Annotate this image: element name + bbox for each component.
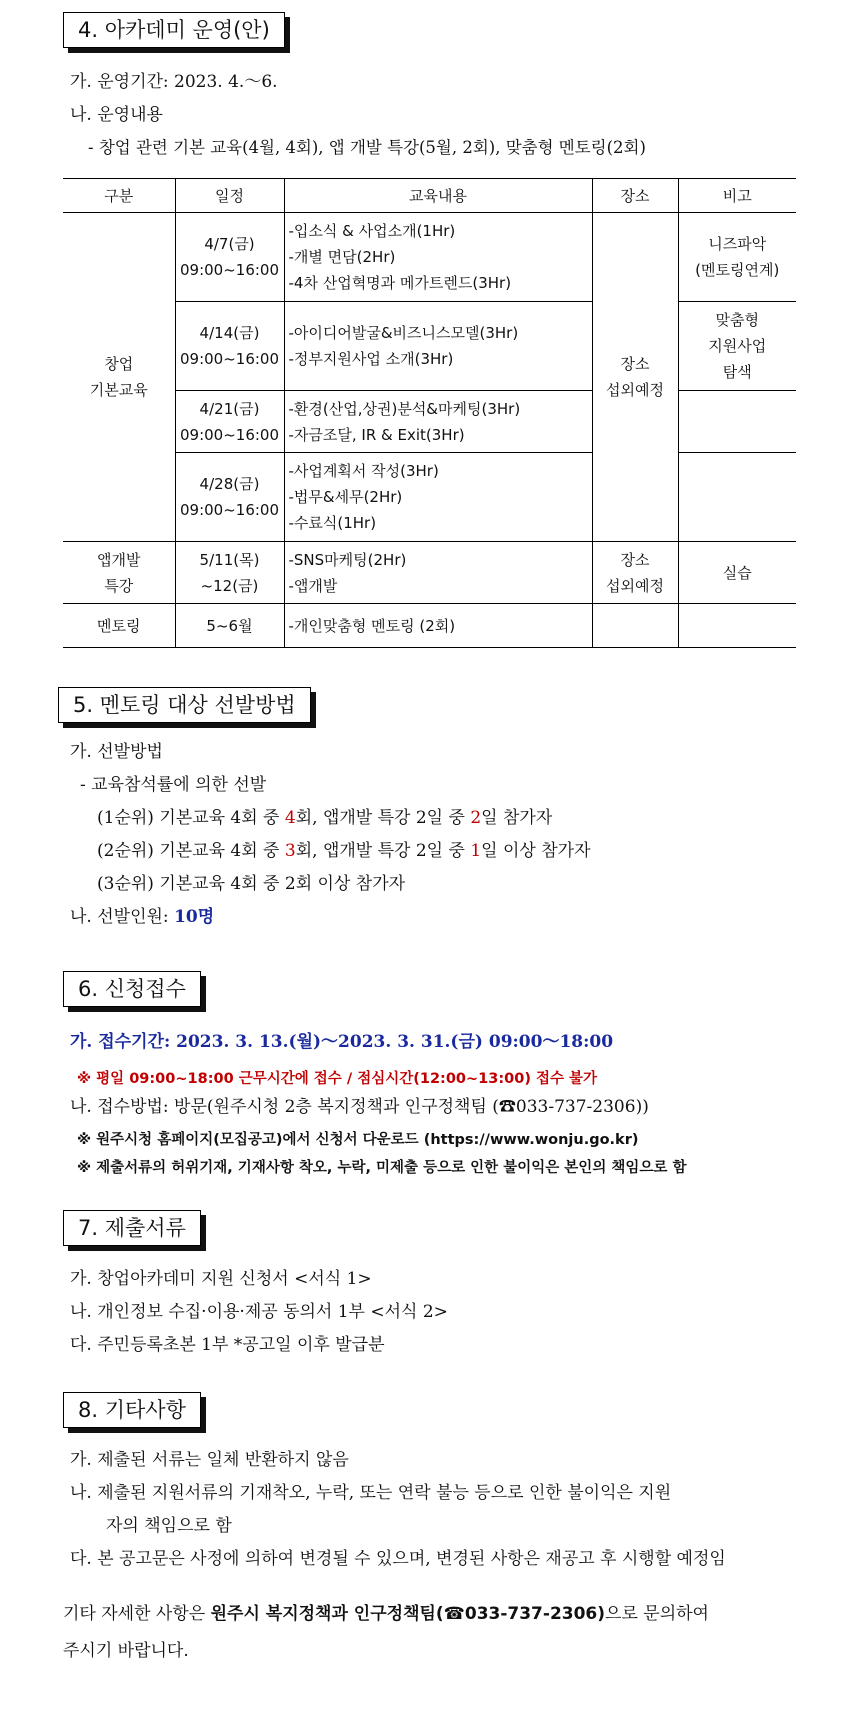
rank-1: (1순위) 기본교육 4회 중 4회, 앱개발 특강 2일 중 2일 참가자 — [97, 808, 553, 828]
misc-2-continued: 자의 책임으로 함 — [106, 1516, 232, 1536]
schedule-table — [63, 178, 796, 648]
responsibility-note: ※ 제출서류의 허위기재, 기재사항 착오, 누락, 미제출 등으로 인한 불이익은 본인의 책임으로 함 — [77, 1160, 687, 1176]
section-6-title: 6. 신청접수 — [63, 971, 201, 1007]
content-cell: -환경(산업,상권)분석&마케팅(3Hr) -자금조달, IR & Exit(3Hr) — [284, 391, 592, 453]
rank-3: (3순위) 기본교육 4회 중 2회 이상 참가자 — [97, 874, 406, 894]
operation-content-label: 나. 운영내용 — [70, 105, 163, 125]
rank-2: (2순위) 기본교육 4회 중 3회, 앱개발 특강 2일 중 1일 이상 참가자 — [97, 841, 591, 861]
place-cell: 장소 섭외예정 — [592, 213, 678, 542]
content-cell: -아이디어발굴&비즈니스모델(3Hr) -정부지원사업 소개(3Hr) — [284, 302, 592, 391]
header-content: 교육내용 — [284, 179, 592, 213]
schedule-cell: 5~6월 — [175, 604, 284, 648]
category-mentoring: 멘토링 — [63, 604, 175, 648]
content-cell: -SNS마케팅(2Hr) -앱개발 — [284, 542, 592, 604]
misc-2: 나. 제출된 지원서류의 기재착오, 누락, 또는 연락 불능 등으로 인한 불이익은 지원 — [70, 1483, 672, 1503]
header-note: 비고 — [678, 179, 796, 213]
document-2: 나. 개인정보 수집·이용·제공 동의서 1부 <서식 2> — [70, 1302, 448, 1322]
document-3: 다. 주민등록초본 1부 *공고일 이후 발급분 — [70, 1335, 385, 1355]
table-row — [63, 604, 796, 648]
note-cell: 맞춤형 지원사업 탐색 — [678, 302, 796, 391]
header-place: 장소 — [592, 179, 678, 213]
category-app-lecture: 앱개발 특강 — [63, 542, 175, 604]
place-cell — [592, 604, 678, 648]
header-category: 구분 — [63, 179, 175, 213]
section-5-title: 5. 멘토링 대상 선발방법 — [58, 687, 311, 723]
selection-basis: - 교육참석률에 의한 선발 — [80, 775, 267, 795]
content-cell: -입소식 & 사업소개(1Hr) -개별 면담(2Hr) -4차 산업혁명과 메가트렌드(3Hr) — [284, 213, 592, 302]
application-period: 가. 접수기간: 2023. 3. 13.(월)～2023. 3. 31.(금) 09:00～18:00 — [70, 1032, 614, 1052]
table-row — [63, 542, 796, 604]
section-4-title: 4. 아카데미 운영(안) — [63, 12, 285, 48]
section-7-title: 7. 제출서류 — [63, 1210, 201, 1246]
document-1: 가. 창업아카데미 지원 신청서 <서식 1> — [70, 1269, 372, 1289]
closing-line-1: 기타 자세한 사항은 원주시 복지정책과 인구정책팀(☎033-737-2306)으로 문의하여 — [63, 1604, 709, 1624]
content-cell: -개인맞춤형 멘토링 (2회) — [284, 604, 592, 648]
schedule-cell: 5/11(목) ~12(금) — [175, 542, 284, 604]
misc-1: 가. 제출된 서류는 일체 반환하지 않음 — [70, 1450, 349, 1470]
schedule-cell: 4/21(금) 09:00~16:00 — [175, 391, 284, 453]
application-hours-note: ※ 평일 09:00~18:00 근무시간에 접수 / 점심시간(12:00~13:00) 접수 불가 — [77, 1071, 598, 1087]
note-cell: 니즈파악 (멘토링연계) — [678, 213, 796, 302]
schedule-cell: 4/28(금) 09:00~16:00 — [175, 453, 284, 542]
schedule-cell: 4/14(금) 09:00~16:00 — [175, 302, 284, 391]
note-cell — [678, 391, 796, 453]
selection-count: 나. 선발인원: 10명 — [70, 907, 215, 927]
place-cell: 장소 섭외예정 — [592, 542, 678, 604]
application-method: 나. 접수방법: 방문(원주시청 2층 복지정책과 인구정책팀 (☎033-737-2306)) — [70, 1097, 649, 1117]
selection-method-label: 가. 선발방법 — [70, 742, 163, 762]
section-8-title: 8. 기타사항 — [63, 1392, 201, 1428]
schedule-cell: 4/7(금) 09:00~16:00 — [175, 213, 284, 302]
header-schedule: 일정 — [175, 179, 284, 213]
misc-3: 다. 본 공고문은 사정에 의하여 변경될 수 있으며, 변경된 사항은 재공고 후 시행할 예정임 — [70, 1549, 726, 1569]
note-cell — [678, 604, 796, 648]
download-note: ※ 원주시청 홈페이지(모집공고)에서 신청서 다운로드 (https://www.wonju.go.kr) — [77, 1132, 639, 1148]
note-cell — [678, 453, 796, 542]
table-row — [63, 213, 796, 302]
note-cell: 실습 — [678, 542, 796, 604]
closing-line-2: 주시기 바랍니다. — [63, 1641, 189, 1661]
content-cell: -사업계획서 작성(3Hr) -법무&세무(2Hr) -수료식(1Hr) — [284, 453, 592, 542]
category-basic-education: 창업 기본교육 — [63, 213, 175, 542]
operation-period: 가. 운영기간: 2023. 4.～6. — [70, 72, 278, 92]
table-header-row — [63, 179, 796, 213]
operation-summary: - 창업 관련 기본 교육(4월, 4회), 앱 개발 특강(5월, 2회), 맞춤형 멘토링(2회) — [88, 138, 646, 157]
